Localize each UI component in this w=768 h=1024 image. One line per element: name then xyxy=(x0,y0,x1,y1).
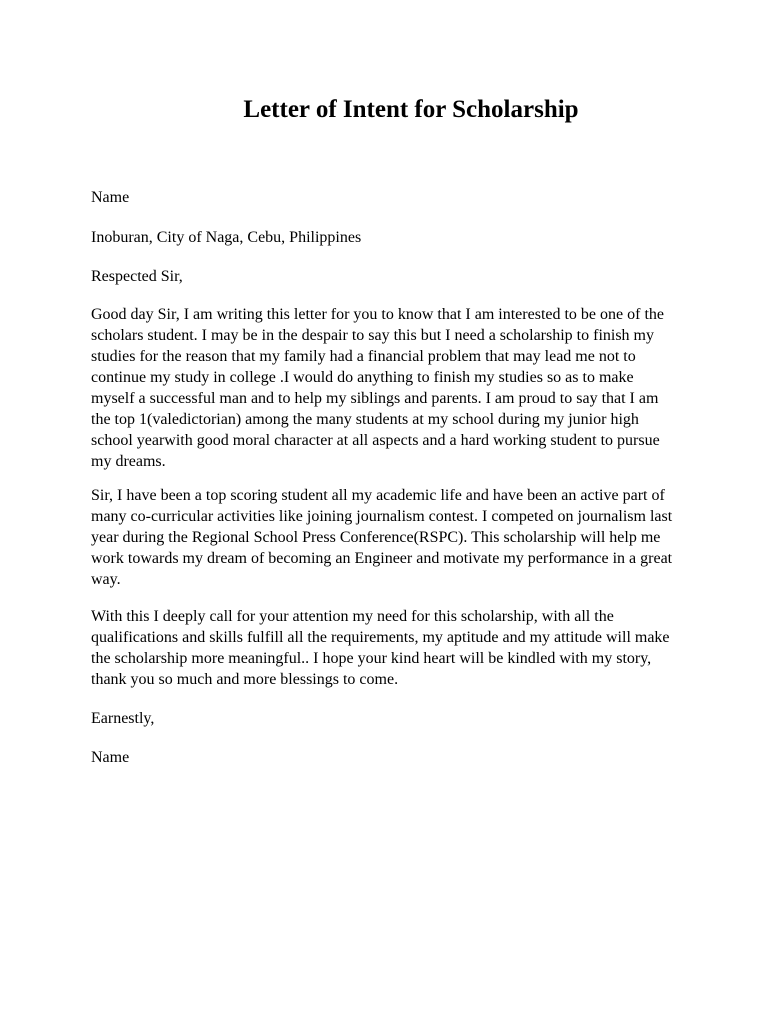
salutation: Respected Sir, xyxy=(91,268,183,285)
body-paragraph-3: With this I deeply call for your attention my need for this scholarship, with all the qualifications and skills fulfill all the requirements, my aptitude and my attitude will make the scholarship more meaningful.. I hope your kind heart will be kindled with my story, thank you so much and more blessings to come. xyxy=(91,608,670,688)
sender-name: Name xyxy=(91,189,130,206)
body-paragraph-1: Good day Sir, I am writing this letter for you to know that I am interested to be one of the scholars student. I may be in the despair to say this but I need a scholarship to finish my studies for the reason that my family had a financial problem that may lead me not to continue my study in college .I would do anything to finish my studies so as to make myself a successful man and to help my siblings and parents. I am proud to say that I am the top 1(valedictorian) among the many students at my school during my junior high school yearwith good moral character at all aspects and a hard working student to pursue my dreams. xyxy=(91,306,665,470)
closing: Earnestly, xyxy=(91,710,155,727)
sender-address: Inoburan, City of Naga, Cebu, Philippines xyxy=(91,229,362,246)
body-paragraph-2: Sir, I have been a top scoring student all my academic life and have been an active part of many co-curricular activities like joining journalism contest. I competed on journalism last year during the Regional School Press Conference(RSPC). This scholarship will help me work towards my dream of becoming an Engineer and motivate my performance in a great way. xyxy=(91,487,673,588)
signature-name: Name xyxy=(91,749,130,766)
letter-title: Letter of Intent for Scholarship xyxy=(243,96,579,123)
